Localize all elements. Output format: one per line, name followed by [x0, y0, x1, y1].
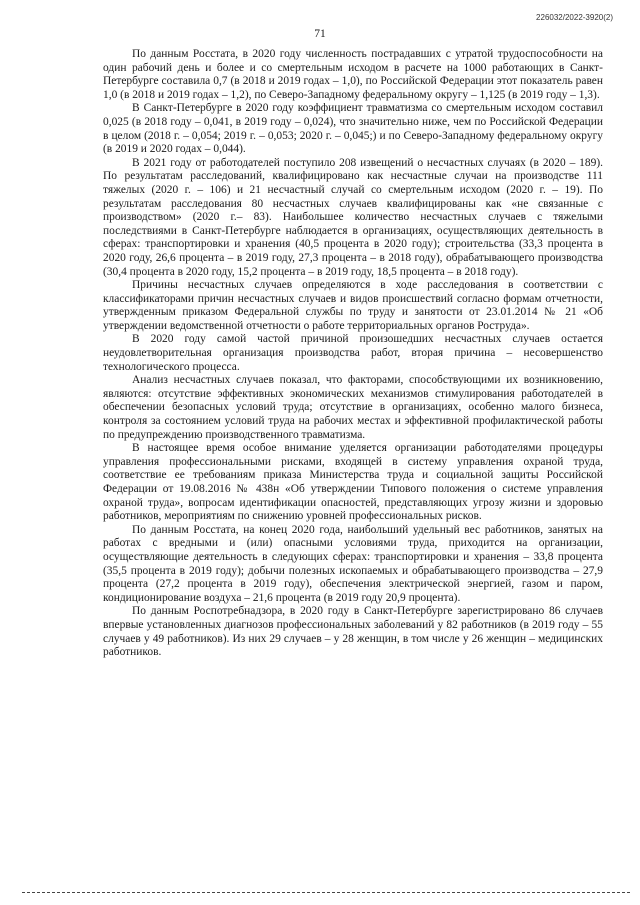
- paragraph-accident-notices: В 2021 году от работодателей поступило 208 извещений о несчастных случаях (в 2020 – 189). По результатам расследований, квалифицировано как несчастные случаи на производстве 111 тяжелых (2020 г. – 106) и 21 несчастный случай со смертельным исходом (2020 г. – 19). По результатам расследования 80 несчастных случаев квалифицированы как «не связанные с производством» (2020 г.– 83). Наибольшее количество несчастных случаев с тяжелыми последствиями в Санкт-Петербурге наблюдается в организациях, осуществляющих деятельность в сферах: транспортировки и хранения (40,5 процента в 2020 году); строительства (33,3 процента в 2020 году, 26,6 процента – в 2019 году, 27,3 процента – в 2018 году), обрабатывающего производства (30,4 процента в 2020 году, 15,2 процента – в 2019 году, 18,5 процента – в 2018 году).: [103, 156, 603, 278]
- document-body: [103, 48, 603, 660]
- paragraph-occupational-diseases: По данным Роспотребнадзора, в 2020 году в Санкт-Петербурге зарегистрировано 86 случаев впервые установленных диагнозов профессиональных заболеваний у 82 работников (в 2019 году – 55 случаев у 49 работников). Из них 29 случаев – у 28 женщин, в том числе у 26 женщин – медицинских работников.: [103, 605, 603, 659]
- paragraph-accident-causes-classification: Причины несчастных случаев определяются в ходе расследования в соответствии с классификаторами причин несчастных случаев и видов происшествий согласно формам отчетности, утвержденным приказом Федеральной службы по труду и занятости от 23.01.2014 № 21 «Об утверждении ведомственной отчетности о работе территориальных органов Роструда».: [103, 279, 603, 332]
- page-number: 71: [314, 28, 326, 40]
- paragraph-most-frequent-cause: В 2020 году самой частой причиной произошедших несчастных случаев остается неудовлетворительная организация производства работ, вторая причина – несовершенство технологического процесса.: [103, 333, 603, 373]
- paragraph-accident-analysis: Анализ несчастных случаев показал, что факторами, способствующими их возникновению, являются: отсутствие эффективных экономических механизмов стимулирования работодателей в обеспечении безопасных условий труда; отсутствие в организациях, особенно малого бизнеса, контроля за состоянием условий труда на рабочих местах и эффективной профилактической работы по предупреждению производственного травматизма.: [103, 374, 603, 441]
- paragraph-injury-rate: По данным Росстата, в 2020 году численность пострадавших с утратой трудоспособности на один рабочий день и более и со смертельным исходом в расчете на 1000 работающих в Санкт-Петербурге составила 0,7 (в 2018 и 2019 годах – 1,0), по Российской Федерации этот показатель равен 1,0 (в 2018 и 2019 годах – 1,2), по Северо-Западному федеральному округу – 1,125 (в 2019 году – 1,3).: [103, 48, 603, 101]
- paragraph-fatal-injury-coefficient: В Санкт-Петербурге в 2020 году коэффициент травматизма со смертельным исходом составил 0,025 (в 2018 году – 0,041, в 2019 году – 0,024), что значительно ниже, чем по Российской Федерации в целом (2018 г. – 0,054; 2019 г. – 0,053; 2020 г. – 0,045;) и по Северо-Западному федеральному округу (в 2019 и 2020 годах – 0,044).: [103, 102, 603, 156]
- document-id: 226032/2022-3920(2): [536, 13, 613, 22]
- page-bottom-divider: [22, 892, 630, 893]
- paragraph-harmful-conditions: По данным Росстата, на конец 2020 года, наибольший удельный вес работников, занятых на работах с вредными и (или) опасными условиями труда, приходится на организации, осуществляющие деятельность в следующих сферах: транспортировки и хранения – 33,8 процента (35,5 процента в 2019 году); добычи полезных ископаемых и обрабатывающего производства – 27,9 процента (27,2 процента в 2019 году), обеспечения электрической энергией, газом и паром, кондиционирование воздуха – 21,6 процента (в 2019 году 20,9 процента).: [103, 523, 603, 604]
- paragraph-risk-management: В настоящее время особое внимание уделяется организации работодателями процедуры управления профессиональными рисками, входящей в систему управления охраной труда, соответствие ее требованиям приказа Министерства труда и социальной защиты Российской Федерации от 19.08.2016 № 438н «Об утверждении Типового положения о системе управления охраной труда», вопросам идентификации опасностей, представляющих угрозу жизни и здоровью работников, мероприятиям по снижению уровней профессиональных рисков.: [103, 442, 603, 523]
